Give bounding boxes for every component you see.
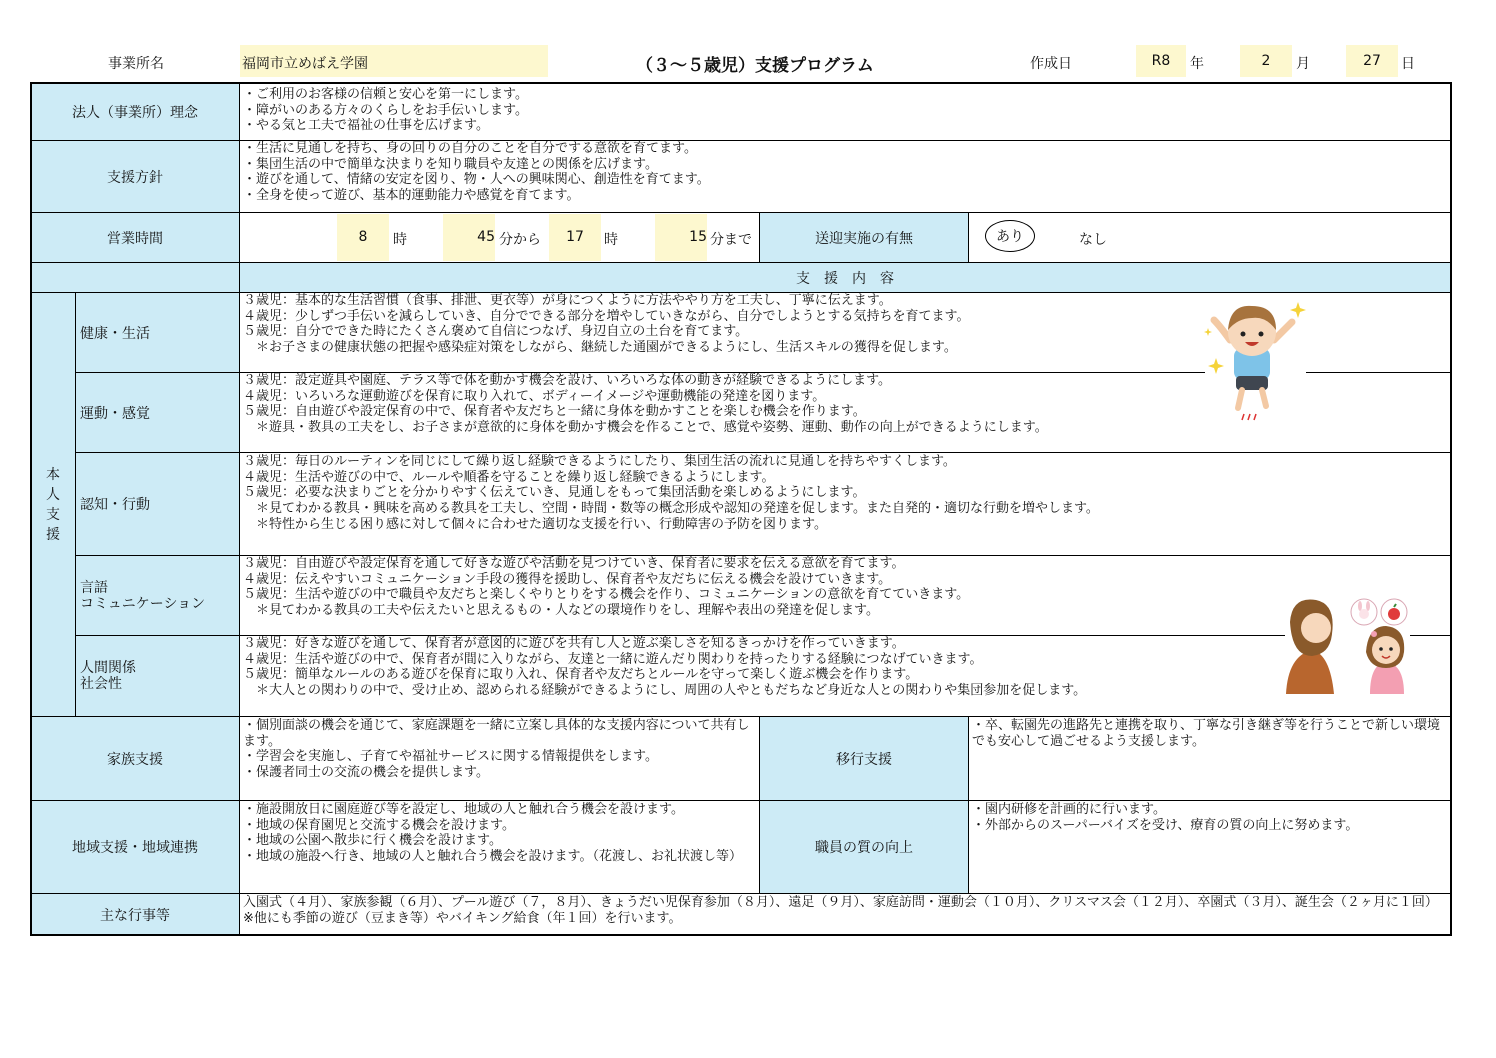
community-support-text: ・施設開放日に園庭遊び等を設定し、地域の人と触れ合う機会を設けます。 ・地域の保育園児と交流する機会を設けます。 ・地域の公園へ散歩に行く機会を設けます。 ・地域の施設へ行き、地域の人と触れ合う機会を設けます。（花渡し、お礼状渡し等） bbox=[243, 802, 742, 865]
month-field[interactable] bbox=[1240, 45, 1292, 77]
support-content-header: 支 援 内 容 bbox=[796, 270, 894, 287]
cognition-behavior-label: 認知・行動 bbox=[80, 497, 150, 513]
transition-support-label: 移行支援 bbox=[836, 751, 892, 768]
era-year-field[interactable] bbox=[1136, 45, 1186, 77]
relationships-social-label: 人間関係 社会性 bbox=[80, 660, 136, 692]
era-year-value: R8 bbox=[1151, 53, 1171, 69]
office-name-value: 福岡市立めばえ学園 bbox=[242, 56, 368, 72]
jumping-child-illustration bbox=[1196, 296, 1314, 424]
date-label: 作成日 bbox=[1030, 56, 1072, 72]
staff-quality-text: ・園内研修を計画的に行います。 ・外部からのスーパーバイズを受け、療育の質の向上に努めます。 bbox=[972, 802, 1359, 833]
language-communication-text: ３歳児：自由遊びや設定保育を通して好きな遊びや活動を見つけていき、保育者に要求を伝える意欲を育てます。 ４歳児：伝えやすいコミュニケーション手段の獲得を援助し、保育者や友だちに伝える機会を設けていきます。 ５歳児：生活や遊びの中で職員や友だちと楽しくやりとりをする機会を作り、コミュニケーションの意欲を育てていきます。 ＊見てわかる教具の工夫や伝えたいと思えるもの・人などの環境作りをし、理解や表出の発達を促します。 bbox=[243, 556, 970, 619]
philosophy-label: 法人（事業所）理念 bbox=[72, 104, 198, 121]
end-hour-value: 17 bbox=[566, 229, 584, 245]
adult-child-illustration bbox=[1282, 594, 1412, 694]
family-support-label: 家族支援 bbox=[107, 751, 163, 768]
hour-unit-2: 時 bbox=[604, 232, 618, 248]
philosophy-text: ・ご利用のお客様の信頼と安心を第一にします。 ・障がいのある方々のくらしをお手伝いします。 ・やる気と工夫で福祉の仕事を広げます。 bbox=[243, 87, 528, 134]
year-unit: 年 bbox=[1190, 56, 1204, 72]
community-support-label: 地域支援・地域連携 bbox=[72, 840, 198, 856]
hours-label: 営業時間 bbox=[107, 230, 163, 247]
main-events-text: 入園式（４月）、家族参観（６月）、プール遊び（７，８月）、きょうだい児保育参加（８月）、遠足（９月）、家庭訪問・運動会（１０月）、クリスマス会（１２月）、卒園式（３月）、誕生会（２ヶ月に１回） ※他にも季節の遊び（豆まき等）やバイキング給食（年１回）を行います。 bbox=[243, 895, 1458, 926]
from-unit: 分から bbox=[499, 232, 541, 248]
language-communication-label: 言語 コミュニケーション bbox=[80, 579, 206, 612]
relationships-social-text: ３歳児：好きな遊びを通して、保育者が意図的に遊びを共有し人と遊ぶ楽しさを知るきっかけを作っていきます。 ４歳児：生活や遊びの中で、保育者が間に入りながら、友達と一緒に遊んだり関わりを持ったりする経験につなげていきます。 ５歳児：簡単なルールのある遊びを保育に取り入れ、保育者や友だちとルールを守って楽しく遊ぶ機会を作ります。 ＊大人との関わりの中で、受け止め、認められる経験ができるようにし、周囲の人やともだちなど身近な人との関わりや集団参加を促します。 bbox=[243, 636, 1087, 699]
day-unit: 日 bbox=[1401, 56, 1415, 72]
month-unit: 月 bbox=[1296, 56, 1310, 72]
cognition-behavior-text: ３歳児：毎日のルーティンを同じにして繰り返し経験できるようにしたり、集団生活の流れに見通しを持ちやすくします。 ４歳児：生活や遊びの中で、ルールや順番を守ることを繰り返し経験できるようにします。 ５歳児：必要な決まりごとを分かりやすく伝えていき、見通しをもって集団活動を楽しめるようにします。 ＊見てわかる教具・興味を高める教具を工夫し、空間・時間・数等の概念形成や認知の発達を促します。また自発的・適切な行動を増やします。 ＊特性から生じる困り感に対して個々に合わせた適切な支援を行い、行動障害の予防を図ります。 bbox=[243, 454, 1099, 532]
transport-yes-label: あり bbox=[996, 229, 1024, 245]
policy-label: 支援方針 bbox=[107, 169, 163, 186]
personal-support-group-label: 本 人 支 援 bbox=[46, 466, 60, 543]
day-field[interactable] bbox=[1346, 45, 1398, 77]
family-support-text: ・個別面談の機会を通じて、家庭課題を一緒に立案し具体的な支援内容について共有します。 ・学習会を実施し、子育てや福祉サービスに関する情報提供をします。 ・保護者同士の交流の機会を提供します。 bbox=[243, 718, 750, 781]
month-value: 2 bbox=[1261, 53, 1271, 69]
office-name-label: 事業所名 bbox=[108, 56, 164, 72]
page-title: （３～５歳児）支援プログラム bbox=[636, 56, 874, 76]
hour-unit-1: 時 bbox=[393, 232, 407, 248]
main-events-label: 主な行事等 bbox=[100, 907, 170, 924]
transport-no-option[interactable]: なし bbox=[1079, 232, 1107, 248]
health-life-label: 健康・生活 bbox=[80, 325, 150, 342]
motor-sensory-label: 運動・感覚 bbox=[80, 405, 150, 422]
health-life-text: ３歳児：基本的な生活習慣（食事、排泄、更衣等）が身につくように方法ややり方を工夫し、丁寧に伝えます。 ４歳児：少しずつ手伝いを減らしていき、自分でできる部分を増やしていきながら、自分でしようとする気持ちを育てます。 ５歳児：自分でできた時にたくさん褒めて自信につなげ、身辺自立の土台を育てます。 ＊お子さまの健康状態の把握や感染症対策をしながら、継続した通園ができるようにし、生活スキルの獲得を促します。 bbox=[243, 293, 970, 356]
start-hour-value: 8 bbox=[358, 229, 368, 245]
day-value: 27 bbox=[1363, 53, 1381, 69]
transport-yes-option[interactable] bbox=[985, 220, 1035, 252]
office-name-field[interactable] bbox=[240, 45, 548, 77]
motor-sensory-text: ３歳児：設定遊具や園庭、テラス等で体を動かす機会を設け、いろいろな体の動きが経験できるようにします。 ４歳児：いろいろな運動遊びを保育に取り入れて、ボディーイメージや運動機能の発達を図ります。 ５歳児：自由遊びや設定保育の中で、保育者や友だちと一緒に身体を動かすことを楽しむ機会を作ります。 ＊遊具・教具の工夫をし、お子さまが意欲的に身体を動かす機会を作ることで、感覚や姿勢、運動、動作の向上ができるようにします。 bbox=[243, 373, 1048, 436]
staff-quality-label: 職員の質の向上 bbox=[815, 840, 913, 856]
until-unit: 分まで bbox=[710, 232, 752, 248]
transport-label: 送迎実施の有無 bbox=[815, 230, 913, 247]
policy-text: ・生活に見通しを持ち、身の回りの自分のことを自分でする意欲を育てます。 ・集団生活の中で簡単な決まりを知り職員や友達との関係を広げます。 ・遊びを通して、情緒の安定を図り、物・人への興味関心、創造性を育てます。 ・全身を使って遊び、基本的運動能力や感覚を育てます。 bbox=[243, 141, 710, 204]
transition-support-text: ・卒、転園先の進路先と連携を取り、丁寧な引き継ぎ等を行うことで新しい環境でも安心して過ごせるよう支援します。 bbox=[972, 718, 1441, 749]
end-min-value: 15 bbox=[689, 229, 707, 245]
start-min-value: 45 bbox=[477, 229, 495, 245]
